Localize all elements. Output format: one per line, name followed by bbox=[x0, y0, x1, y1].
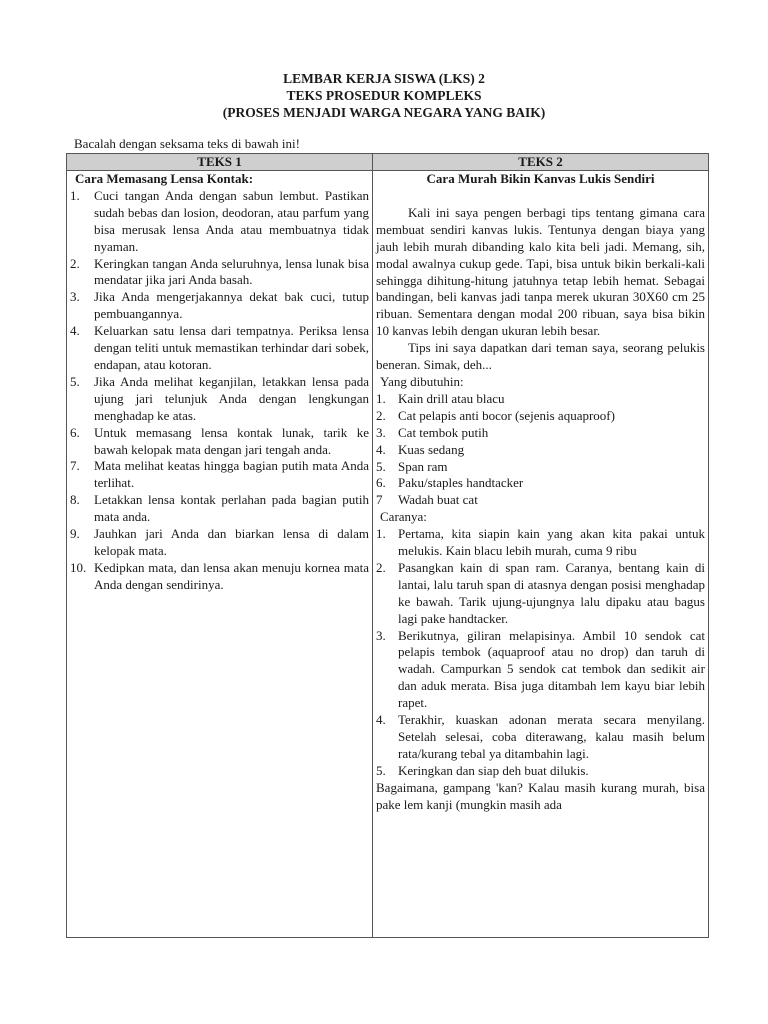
list-item: 4. Kuas sedang bbox=[376, 441, 465, 457]
list-item: 3. Berikutnya, giliran melapisinya. Ambil 10 sendok cat pelapis tembok (aquaproof atau no drop) dan taruh di wadah. Campurkan 5 sendok cat tembok dan sedikit air dan aduk merata. Bisa juga ditambah lem kayu biar lebih rapet. bbox=[376, 627, 705, 711]
header-theme: (PROSES MENJADI WARGA NEGARA YANG BAIK) bbox=[222, 105, 546, 120]
instruction-text: Bacalah dengan seksama teks di bawah ini! bbox=[74, 136, 300, 151]
materials-label: Yang dibutuhin: bbox=[380, 373, 464, 389]
list-item: 5. Keringkan dan siap deh buat dilukis. bbox=[376, 762, 589, 778]
list-item: 3. Cat tembok putih bbox=[376, 424, 489, 440]
column-header-teks1: TEKS 1 bbox=[67, 154, 373, 171]
list-item: 2. Cat pelapis anti bocor (sejenis aquaproof) bbox=[376, 407, 615, 423]
teks1-steps bbox=[70, 188, 369, 594]
teks2-closing: Bagaimana, gampang 'kan? Kalau masih kurang murah, bisa pake lem kanji (mungkin masih ada bbox=[376, 779, 705, 812]
list-item: 1. Cuci tangan Anda dengan sabun lembut. Pastikan sudah bebas dan losion, deodoran, atau parfum yang bisa merusak lensa Anda atau membuatnya tidak nyaman. bbox=[70, 187, 369, 254]
teks1-title: Cara Memasang Lensa Kontak: bbox=[75, 171, 254, 186]
table-header-row bbox=[67, 154, 709, 171]
steps-label: Caranya: bbox=[380, 509, 427, 525]
teks2-paragraph-intro: Kali ini saya pengen berbagi tips tentang gimana cara membuat sendiri kanvas lukis. Tentunya dengan biaya yang jauh lebih murah dibanding kalo kita beli jadi. Memang, sih, modal awalnya cukup gede. Tapi, bisa untuk bikin berkali-kali sehingga dihitung-hitung jatuhnya tetap lebih hemat. Sebagai bandingan, beli kanvas jadi tanpa merek ukuran 30X60 cm 25 ribuan. Sementara dengan modal 200 ribuan, saya bisa bikin 10 kanvas lebih dengan ukuran lebih besar. bbox=[376, 204, 705, 339]
list-item: 2. Pasangkan kain di span ram. Caranya, bentang kain di lantai, lalu taruh span di atasnya dengan posisi menghadap ke bawah. Tarik ujung-ujungnya lalu dipaku atau bagus lagi pake handtacker. bbox=[376, 559, 705, 626]
list-item: 7 Wadah buat cat bbox=[376, 492, 478, 508]
list-item: 1. Kain drill atau blacu bbox=[376, 390, 505, 406]
column-header-teks2: TEKS 2 bbox=[373, 154, 709, 171]
teks1-cell bbox=[67, 171, 373, 938]
teks2-cell bbox=[373, 171, 709, 938]
list-item: 4. Keluarkan satu lensa dari tempatnya. Periksa lensa dengan teliti untuk memastikan terhindar dari sobek, endapan, atau kotoran. bbox=[70, 323, 369, 372]
document-header bbox=[0, 70, 768, 121]
header-title: LEMBAR KERJA SISWA (LKS) 2 bbox=[283, 71, 485, 86]
list-item: 2. Keringkan tangan Anda seluruhnya, lensa lunak bisa mendatar jika jari Anda basah. bbox=[70, 255, 369, 288]
text-comparison-table bbox=[66, 153, 709, 938]
list-item: 6. Paku/staples handtacker bbox=[376, 475, 524, 491]
materials-list bbox=[376, 391, 705, 509]
teks2-title: Cara Murah Bikin Kanvas Lukis Sendiri bbox=[426, 171, 655, 186]
list-item: 10. Kedipkan mata, dan lensa akan menuju kornea mata Anda dengan sendirinya. bbox=[70, 559, 369, 592]
list-item: 5. Span ram bbox=[376, 458, 448, 474]
table-body-row bbox=[67, 171, 709, 938]
list-item: 3. Jika Anda mengerjakannya dekat bak cuci, tutup pembuangannya. bbox=[70, 289, 369, 322]
teks2-steps bbox=[376, 526, 705, 780]
list-item: 8. Letakkan lensa kontak perlahan pada bagian putih mata anda. bbox=[70, 492, 369, 525]
header-subtitle: TEKS PROSEDUR KOMPLEKS bbox=[286, 88, 482, 103]
list-item: 6. Untuk memasang lensa kontak lunak, tarik ke bawah kelopak mata dengan jari tengah anda. bbox=[70, 424, 369, 457]
list-item: 9. Jauhkan jari Anda dan biarkan lensa di dalam kelopak mata. bbox=[70, 526, 369, 558]
list-item: 4. Terakhir, kuaskan adonan merata secara menyilang. Setelah selesai, coba diterawang, kalau masih belum rata/kurang tebal ya ditambahin lagi. bbox=[376, 712, 705, 761]
list-item: 5. Jika Anda melihat keganjilan, letakkan lensa pada ujung jari telunjuk Anda dengan lengkungan menghadap ke atas. bbox=[70, 373, 369, 423]
list-item: 1. Pertama, kita siapin kain yang akan kita pakai untuk melukis. Kain blacu lebih murah, cuma 9 ribu bbox=[376, 526, 705, 559]
teks2-paragraph-source: Tips ini saya dapatkan dari teman saya, seorang pelukis beneran. Simak, deh... bbox=[376, 340, 705, 373]
list-item: 7. Mata melihat keatas hingga bagian putih mata Anda terlihat. bbox=[70, 458, 369, 491]
